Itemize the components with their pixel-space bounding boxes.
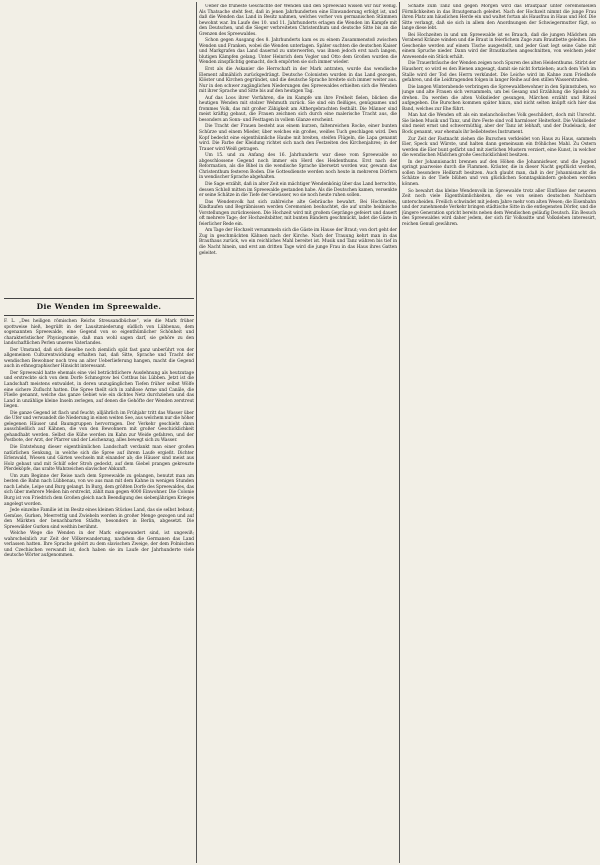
paragraph: Erst als die Askanier die Herrschaft in der Mark antraten, wurde das wendische Element allmählich zurückgedrängt. Deutsche Colonisten wurden in das Land gezogen, Klöster und Kirchen gegründet, und die deutsche Sprache breitete sich immer weiter aus. Nur in den schwer zugänglichen Niederungen des Spreewaldes erhielten sich die Wenden mit ihrer Sprache und Sitte bis auf den heutigen Tag.	[199, 67, 397, 95]
paragraph: Jede einzelne Familie ist im Besitz eines kleinen Stückes Land, das sie selbst bebaut; Gemüse, Gurken, Meerrettig und Zwiebeln werden in großer Menge gezogen und auf den Märkten der benachbarten Städte, besonders in Berlin, abgesetzt. Die Spreewälder Gurken sind weithin berühmt.	[4, 508, 194, 530]
paragraph: Am Tage der Hochzeit versammeln sich die Gäste im Hause der Braut; von dort geht der Zug in geschmückten Kähnen nach der Kirche. Nach der Trauung kehrt man in das Brauthaus zurück, wo ein reichliches Mahl bereitet ist. Musik und Tanz währen bis tief in die Nacht hinein, und erst am dritten Tage wird die junge Frau in das Haus ihres Gatten geleitet.	[199, 228, 397, 256]
left-column	[4, 4, 194, 862]
paragraph: In der Johannisnacht brennen auf den Höhen die Johannisfeuer, und die Jugend springt paarweise durch die Flammen. Kräuter, die in dieser Nacht gepflückt werden, sollen besondere Heilkraft besitzen. Auch glaubt man, daß in der Johannisnacht die Schätze in der Tiefe blühen und von glücklichen Sonntagskindern gehoben werden können.	[402, 159, 596, 187]
paragraph: Die Tracht der Frauen besteht aus einem kurzen, faltenreichen Rocke, einer bunten Schürze und einem Mieder, über welches ein großes, weißes Tuch geschlagen wird. Den Kopf bedeckt eine eigenthümliche Haube mit breiten, steifen Flügeln, die Lapa genannt wird. Die Farbe der Kleidung richtet sich nach den Festzeiten des Kirchenjahres; in der Trauer wird Weiß getragen.	[199, 124, 397, 152]
paragraph: Der Spreewald hatte ehemals eine viel beträchtlichere Ausdehnung als heutzutage und erstreckte sich von dem Dorfe Schmogrow bei Cottbus bis Lübben. Jetzt ist die Landschaft meistens entwaldet, in deren unzugänglichen Tiefen früher selbst Wölfe eine sichere Zuflucht hatten. Die Spree theilt sich in zahllose Arme und Canäle, die Fließe genannt, welche das ganze Gebiet wie ein dichtes Netz durchziehen und das Land in unzählige kleine Inseln zerlegen, auf denen die Gehöfte der Wenden zerstreut liegen.	[4, 370, 194, 410]
column-rule	[399, 2, 400, 863]
paragraph: Um 15. und zu Anfang des 16. Jahrhunderts war diese vom Spreewalde so abgeschlossene Gegend noch immer ein Herd des Heidenthums. Erst nach der Reformation, als die Bibel in die wendische Sprache übersetzt worden war, gewann das Christenthum festeren Boden. Die Gottesdienste werden noch heute in mehreren Dörfern in wendischer Sprache abgehalten.	[199, 153, 397, 181]
paragraph: So bewahrt das kleine Wendenvolk im Spreewalde trotz aller Einflüsse der neueren Zeit noch viele Eigenthümlichkeiten, die es von seinen deutschen Nachbarn unterscheiden. Freilich schwindet mit jedem Jahre mehr vom alten Wesen; die Eisenbahn und der zunehmende Verkehr bringen städtische Sitte in die entlegensten Dörfer, und die jüngere Generation spricht bereits neben dem Wendischen geläufig Deutsch. Ein Besuch des Spreewaldes wird daher jedem, der sich für Volkssitte und Volksleben interessirt, reichen Genuß gewähren.	[402, 188, 596, 227]
paragraph: Die ganze Gegend ist flach und feucht; alljährlich im Frühjahr tritt das Wasser über die Ufer und verwandelt die Niederung in einen weiten See, aus welchem nur die höher gelegenen Häuser und Baumgruppen hervorragen. Der Verkehr geschieht dann ausschließlich auf Kähnen, die von den Bewohnern mit großer Geschicklichkeit gehandhabt werden. Selbst die Kühe werden im Kahn zur Weide gefahren, und der Postbote, der Arzt, der Pfarrer und der Leichenzug, alles bewegt sich zu Wasser.	[4, 410, 194, 444]
middle-column	[199, 4, 397, 862]
paragraph: F. L. „Des heiligen römischen Reichs Streusandbüchse“, wie die Mark früher spottweise hieß, begrüßt in der Lausitzniederung südlich von Lübbenau, dem sogenannten Spreewalde, eine Gegend von so eigenthümlicher Schönheit und charakteristischer Physiognomie, daß man wohl sagen darf, sie gehöre zu den landschaftlichen Perlen unseres Vaterlandes.	[4, 319, 194, 347]
paragraph: Auf das Loos ihrer Vorfahren, die im Kampfe um ihre Freiheit fielen, blicken die heutigen Wenden mit stolzer Wehmuth zurück. Sie sind ein fleißiges, genügsames und frommes Volk, das mit großer Zähigkeit am Althergebrachten festhält. Die Männer sind meist kräftig gebaut, die Frauen zeichnen sich durch eine malerische Tracht aus, die besonders an Sonn- und Festtagen in vollem Glanze erscheint.	[199, 95, 397, 123]
paragraph: Das Wendenvolk hat sich zahlreiche alte Gebräuche bewahrt. Bei Hochzeiten, Kindtaufen und Begräbnissen werden Ceremonien beobachtet, die auf uralte heidnische Vorstellungen zurückweisen. Die Hochzeit wird mit großem Gepränge gefeiert und dauert oft mehrere Tage; der Hochzeitsbitter, mit bunten Bändern geschmückt, ladet die Gäste in feierlicher Rede ein.	[199, 199, 397, 227]
right-column	[402, 4, 596, 862]
paragraph: Ueber die früheste Geschichte der Wenden und den Spreewald wissen wir nur wenig. Als Thatsache steht fest, daß in jenen Jahrhunderten eine Einwanderung erfolgt ist, und daß die Wenden das Land in Besitz nahmen, welches vorher von germanischen Stämmen bewohnt war. Im Laufe des 10. und 11. Jahrhunderts erlagen die Wenden im Kampfe mit den Deutschen, und die Sieger verbreiteten Christenthum und deutsche Sitte bis an die Grenzen des Spreewaldes.	[199, 4, 397, 37]
paragraph: Die langen Winterabende verbringen die Spreewaldbewohner in den Spinnstuben, wo junge und alte Frauen sich versammeln, um bei Gesang und Erzählung die Spindel zu drehen. Da werden die alten Volkslieder gesungen, Märchen erzählt und Rätsel aufgegeben. Die Burschen kommen später hinzu, und nicht selten knüpft sich hier das Band, welches zur Ehe führt.	[402, 84, 596, 112]
paragraph: Welche Wege die Wenden in der Mark eingewandert sind, ist ungewiß; wahrscheinlich zur Zeit der Völkerwanderung, nachdem die Germanen das Land verlassen hatten. Ihre Sprache gehört zu dem slavischen Zweige, der dem Polnischen und Czechischen verwandt ist, doch haben sie im Laufe der Jahrhunderte viele deutsche Wörter aufgenommen.	[4, 531, 194, 559]
paragraph: Bei Hochzeiten in und um Spreewalde ist es Brauch, daß die jungen Mädchen am Vorabend Kränze winden und die Braut in feierlichem Zuge zum Brautbette geleiten. Die Geschenke werden auf einem Tische ausgestellt, und jeder Gast legt seine Gabe mit einem Spruche nieder. Dann wird der Brautkuchen angeschnitten, von welchem jeder Anwesende ein Stück erhält.	[402, 32, 596, 60]
column-rule	[196, 2, 197, 863]
paragraph: Schalte zum Tanz und gegen Morgen wird das Brautpaar unter ceremoniellen Förmlichkeiten in das Brautgemach geleitet. Nach der Hochzeit nimmt die junge Frau ihren Platz am häuslichen Herde ein und waltet fortan als Hausfrau in Haus und Hof. Die Sitte verlangt, daß sie sich in allem den Anordnungen der Schwiegermutter fügt, so lange diese lebt.	[402, 4, 596, 32]
paragraph: Der Umstand, daß sich dieselbe noch ziemlich spät fast ganz unberührt von der allgemeinen Culturentwicklung erhalten hat, daß Sitte, Sprache und Tracht der wendischen Bewohner noch treu an alter Ueberlieferung hangen, macht die Gegend auch in ethnographischer Hinsicht interessant.	[4, 347, 194, 370]
paragraph: Schon gegen Ausgang des 8. Jahrhunderts kam es zu einem Zusammenstoß zwischen Wenden und Franken, wobei die Wenden unterlagen. Später suchten die deutschen Kaiser und Markgrafen das Land dauernd zu unterwerfen, was ihnen jedoch erst nach langen, blutigen Kämpfen gelang. Unter Heinrich dem Vogler und Otto dem Großen wurden die Wenden zinspflichtig gemacht, doch empörten sie sich immer wieder.	[199, 38, 397, 66]
paragraph: Man hat die Wenden oft als ein melancholisches Volk geschildert, doch mit Unrecht. Sie lieben Musik und Tanz, und ihre Feste sind voll harmloser Heiterkeit. Die Volkslieder sind meist ernst und schwermüthig, aber der Tanz ist lebhaft, und der Dudelsack, der Bock genannt, war ehemals ihr beliebtestes Instrument.	[402, 113, 596, 136]
paragraph: Die Entstehung dieser eigenthümlichen Landschaft verdankt man einer großen natürlichen Senkung, in welche sich die Spree auf ihrem Laufe ergießt. Dichter Erlenwald, Wiesen und Gärten wechseln mit einander ab; die Häuser sind meist aus Holz gebaut und mit Schilf oder Stroh gedeckt, auf dem Giebel prangen gekreuzte Pferdeköpfe, das uralte Wahrzeichen slavischer Abkunft.	[4, 445, 194, 473]
paragraph: Zur Zeit der Fastnacht ziehen die Burschen verkleidet von Haus zu Haus, sammeln Eier, Speck und Würste, und halten dann gemeinsam ein fröhliches Mahl. Zu Ostern werden die Eier bunt gefärbt und mit zierlichen Mustern verziert, eine Kunst, in welcher die wendischen Mädchen große Geschicklichkeit besitzen.	[402, 136, 596, 159]
paragraph: Um zum Beginne der Reise nach dem Spreewalde zu gelangen, benutzt man am besten die Bahn nach Lübbenau, von wo aus man mit dem Kahne in wenigen Stunden nach Lehde, Leipe und Burg gelangt. In Burg, dem größten Dorfe des Spreewaldes, das sich über mehrere Meilen hin erstreckt, zählt man gegen 4000 Einwohner. Die Colonie Burg ist von Friedrich dem Großen gleich nach Beendigung des siebenjährigen Krieges angelegt worden.	[4, 473, 194, 507]
paragraph: Die Trauerbräuche der Wenden zeigen noch Spuren des alten Heidenthums. Stirbt der Hausherr, so wird es den Bienen angesagt, damit sie nicht fortziehen; auch dem Vieh im Stalle wird der Tod des Herrn verkündet. Die Leiche wird im Kahne zum Friedhofe gefahren, und die Leidtragenden folgen in langer Reihe auf den stillen Wasserstraßen.	[402, 61, 596, 84]
article-headline: Die Wenden im Spreewalde.	[4, 298, 194, 316]
paragraph: Die Sage erzählt, daß in alter Zeit ein mächtiger Wendenkönig über das Land herrschte, dessen Schloß mitten im Spreewalde gestanden habe. Als die Deutschen kamen, versenkte er seine Schätze in die Tiefe der Gewässer, wo sie noch heute ruhen sollen.	[199, 181, 397, 199]
